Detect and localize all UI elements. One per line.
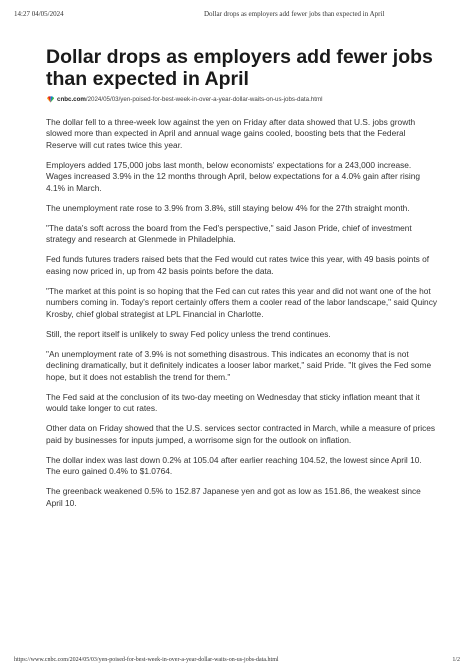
- article-source[interactable]: [46, 96, 438, 103]
- nbc-peacock-icon: [46, 96, 55, 103]
- article-body: [46, 117, 438, 509]
- paragraph: The unemployment rate rose to 3.9% from 3.8%, still staying below 4% for the 27th straight month.: [46, 202, 410, 213]
- paragraph: "The data's soft across the board from the Fed's perspective," said Jason Pride, chief of investment strategy and research at Glenmede in Philadelphia.: [46, 222, 412, 245]
- paragraph: The Fed said at the conclusion of its two-day meeting on Wednesday that sticky inflation meant that it would take longer to cut rates.: [46, 391, 420, 414]
- source-path: /2024/05/03/yen-poised-for-best-week-in-over-a-year-dollar-waits-on-us-jobs-data.html: [85, 96, 323, 103]
- paragraph: The dollar index was last down 0.2% at 105.04 after earlier reaching 104.52, the lowest since April 10. The euro gained 0.4% to $1.0764.: [46, 454, 422, 477]
- paragraph: "The market at this point is so hoping that the Fed can cut rates this year and did not want one of the hot numbers coming in. Today's report certainly offers them a cooler read of the labor landscape," said Quincy Krosby, chief global strategist at LPL Financial in Charlotte.: [46, 285, 438, 319]
- paragraph: The dollar fell to a three-week low against the yen on Friday after data showed that U.S. jobs growth slowed more than expected in April and annual wage gains cooled, boosting bets that the Federal Reserve will cut rates twice this year.: [46, 117, 416, 150]
- paragraph: Still, the report itself is unlikely to sway Fed policy unless the trend continues.: [46, 328, 331, 339]
- paragraph: "An unemployment rate of 3.9% is not something disastrous. This indicates an economy that is not declining dramatically, but it definitely indicates a looser labor market," said Pride. "It gives the Fed some hope, but it does not establish the trend for them.": [46, 348, 432, 382]
- paragraph: Employers added 175,000 jobs last month, below economists' expectations for a 243,000 increase. Wages increased 3.9% in the 12 months through April, below expectations for a 4.0% gain after rising 4.1% in March.: [46, 159, 420, 193]
- page-number: 1/2: [452, 657, 460, 663]
- print-title: Dollar drops as employers add fewer jobs than expected in April: [204, 10, 385, 18]
- paragraph: Other data on Friday showed that the U.S. services sector contracted in March, while a measure of prices paid by businesses for inputs jumped, a worrisome sign for the outlook on inflation.: [46, 423, 436, 445]
- print-footer-url[interactable]: https://www.cnbc.com/2024/05/03/yen-poised-for-best-week-in-over-a-year-dollar-waits-on-us-jobs-data.html: [14, 657, 279, 663]
- article-headline: Dollar drops as employers add fewer jobs than expected in April: [46, 46, 433, 90]
- source-domain: cnbc.com: [57, 96, 86, 103]
- paragraph: The greenback weakened 0.5% to 152.87 Japanese yen and got as low as 151.86, the weakest since April 10.: [46, 486, 421, 508]
- paragraph: Fed funds futures traders raised bets that the Fed would cut rates twice this year, with 49 basis points of easing now priced in, up from 42 basis points before the data.: [46, 254, 430, 276]
- article: [46, 46, 438, 518]
- print-timestamp: 14:27 04/05/2024: [14, 10, 64, 18]
